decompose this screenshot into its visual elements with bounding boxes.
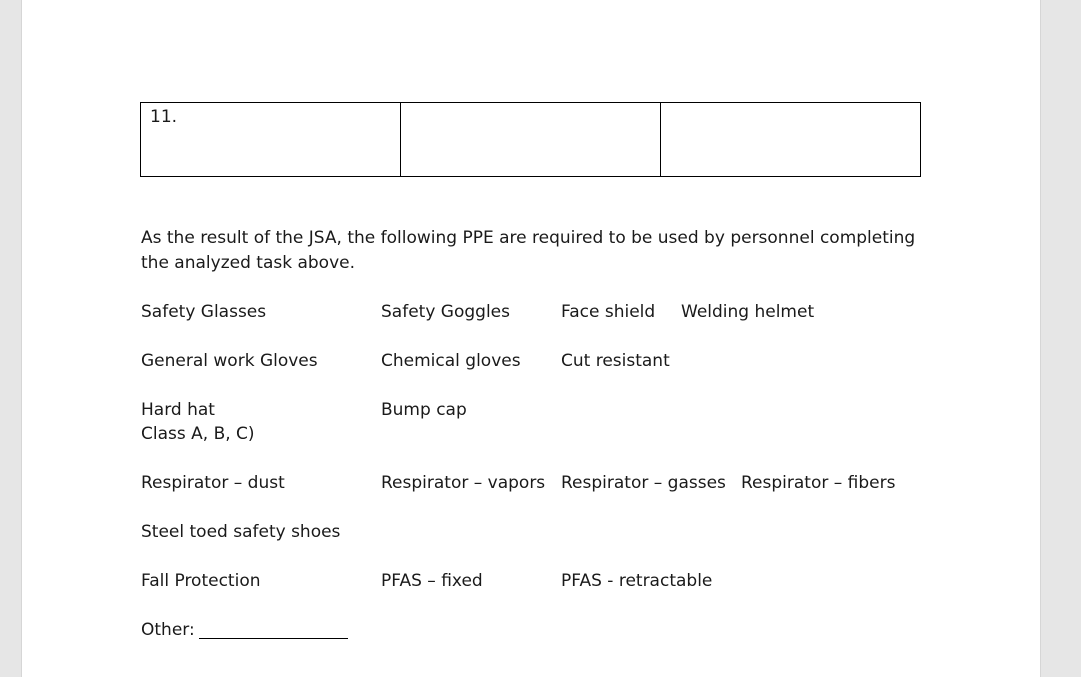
ppe-hard-hat-class: Class A, B, C) bbox=[141, 424, 255, 444]
ppe-safety-glasses: Safety Glasses bbox=[141, 302, 267, 322]
ppe-cut-resistant: Cut resistant bbox=[561, 351, 670, 371]
ppe-fall-protection: Fall Protection bbox=[141, 571, 261, 591]
table-cell-control[interactable] bbox=[661, 103, 921, 177]
table-cell-step[interactable]: 11. bbox=[141, 103, 401, 177]
jsa-table bbox=[140, 102, 921, 177]
ppe-welding-helmet: Welding helmet bbox=[681, 302, 815, 322]
table-row bbox=[141, 103, 921, 177]
document-page bbox=[21, 0, 1041, 677]
ppe-general-gloves: General work Gloves bbox=[141, 351, 318, 371]
ppe-respirator-vapors: Respirator – vapors bbox=[381, 473, 546, 493]
ppe-respirator-fibers: Respirator – fibers bbox=[741, 473, 896, 493]
ppe-bump-cap: Bump cap bbox=[381, 400, 467, 420]
ppe-respirator-dust: Respirator – dust bbox=[141, 473, 285, 493]
ppe-face-shield: Face shield bbox=[561, 302, 656, 322]
ppe-other-blank-line[interactable] bbox=[199, 638, 348, 639]
ppe-safety-goggles: Safety Goggles bbox=[381, 302, 510, 322]
ppe-pfas-retractable: PFAS - retractable bbox=[561, 571, 713, 591]
ppe-hard-hat: Hard hat bbox=[141, 400, 215, 420]
table-cell-hazard[interactable] bbox=[401, 103, 661, 177]
ppe-chemical-gloves: Chemical gloves bbox=[381, 351, 521, 371]
ppe-respirator-gasses: Respirator – gasses bbox=[561, 473, 726, 493]
ppe-steel-toed-shoes: Steel toed safety shoes bbox=[141, 522, 341, 542]
ppe-pfas-fixed: PFAS – fixed bbox=[381, 571, 483, 591]
ppe-other-label: Other: bbox=[141, 620, 195, 640]
ppe-intro-paragraph: As the result of the JSA, the following PPE are required to be used by personnel completing the analyzed task above. bbox=[141, 228, 916, 273]
